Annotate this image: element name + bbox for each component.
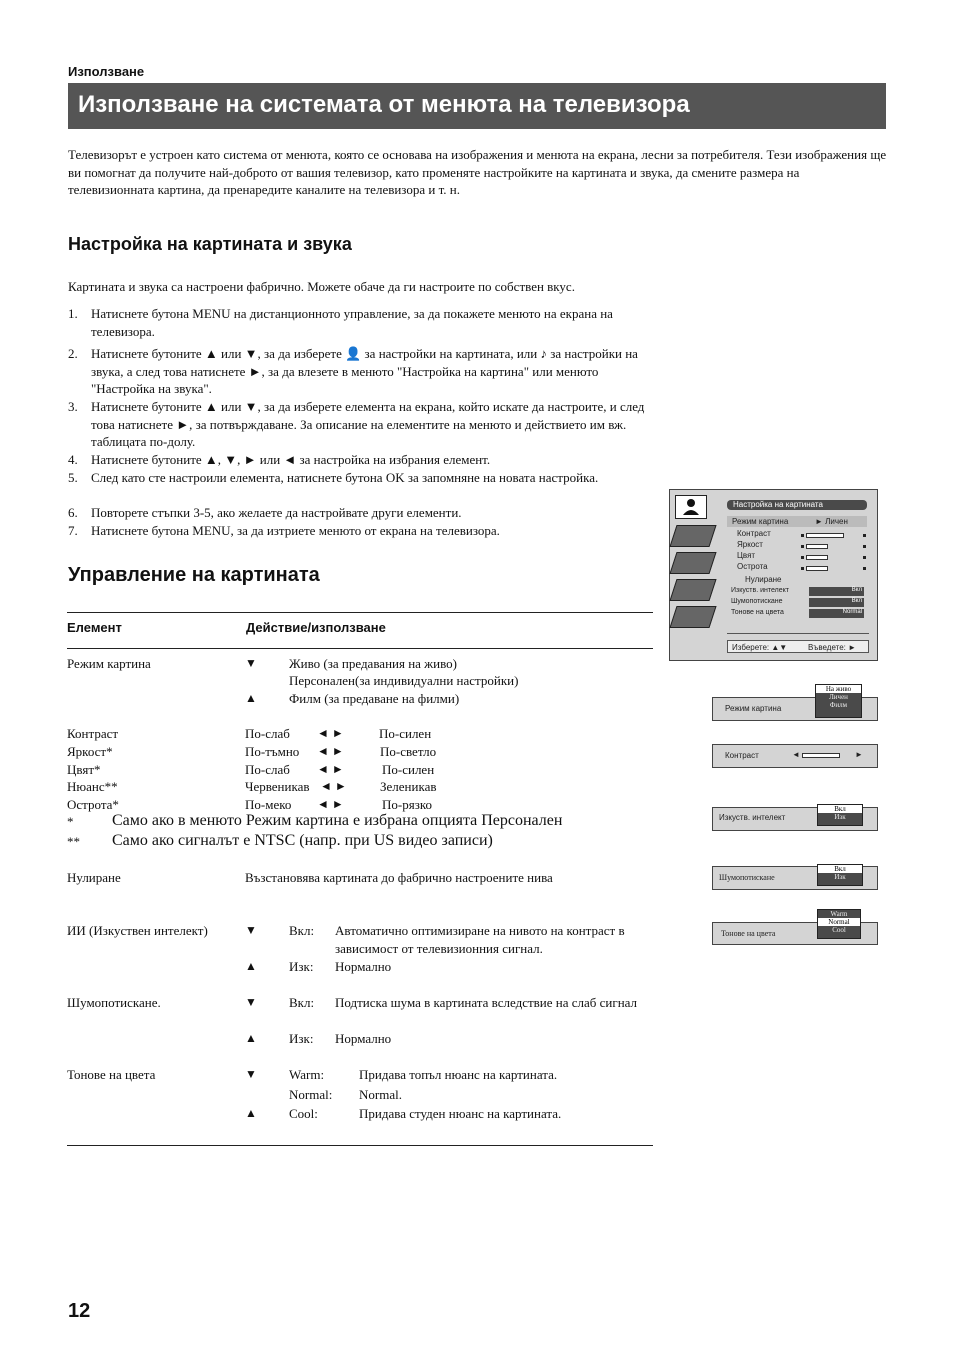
osd-hint-bar xyxy=(727,640,869,653)
step-item xyxy=(68,398,653,451)
osd-option: Warm xyxy=(830,910,848,918)
nr-off-label: Изк: xyxy=(289,1031,314,1046)
osd-ai-value: Вкл xyxy=(809,587,864,596)
adjust-max-text: По-силен xyxy=(382,762,435,777)
mode-option-film: Филм (за предаване на филми) xyxy=(289,691,460,706)
left-right-arrows-icon: ◄ ► xyxy=(317,762,344,776)
osd-item: Острота xyxy=(737,562,768,571)
ai-off-description: Нормално xyxy=(335,959,392,974)
page-number: 12 xyxy=(68,1300,91,1322)
osd-contrast-slider xyxy=(802,753,840,758)
tone-warm-label: Warm: xyxy=(289,1067,325,1082)
row-label-noise-reduction: Шумопотискане. xyxy=(67,995,161,1010)
osd-ai-label: Изкуств. интелект xyxy=(731,587,790,594)
adjust-min-text: По-тъмно xyxy=(245,744,300,759)
step-text: Натиснете бутона MENU, за да изтриете менюто от екрана на телевизора. xyxy=(91,523,500,538)
mode-option-live: Живо (за предавания на живо) xyxy=(289,656,458,671)
osd-menu-title: Настройка на картината xyxy=(727,500,867,510)
row-label-hue: Нюанс** xyxy=(67,779,118,794)
footnote-mark: * xyxy=(67,814,74,829)
section-label: Използване xyxy=(68,64,145,79)
table-top-rule xyxy=(67,612,653,613)
tone-normal-description: Normal. xyxy=(359,1087,402,1102)
row-label-picture-mode: Режим картина xyxy=(67,656,151,671)
row-label-brightness: Яркост* xyxy=(67,744,113,759)
tone-warm-description: Придава топъл нюанс на картината. xyxy=(359,1067,558,1082)
preset-icon xyxy=(669,606,716,628)
mode-option-personal: Персонален(за индивидуални настройки) xyxy=(289,673,519,688)
section-heading-picture-sound: Настройка на картината и звука xyxy=(68,234,352,254)
osd-option: Изк xyxy=(834,873,846,881)
step-item xyxy=(68,305,653,340)
up-arrow-icon: ▲ xyxy=(245,959,257,973)
step-number: 5. xyxy=(68,470,78,485)
osd-slider xyxy=(806,566,828,571)
setup-icon xyxy=(669,579,716,601)
osd-option-selected: Normal xyxy=(818,918,860,926)
step-text: Повторете стъпки 3-5, ако желаете да настройвате други елементи. xyxy=(91,505,462,520)
row-label-color-tone: Тонове на цвета xyxy=(67,1067,156,1082)
up-arrow-icon: ▲ xyxy=(245,1106,257,1120)
osd-nr-popup xyxy=(817,864,863,886)
osd-contrast-bar xyxy=(712,744,878,768)
step-item xyxy=(68,522,653,540)
ai-on-description: Автоматично оптимизиране на нивото на контраст в зависимост от телевизионния сигнал. xyxy=(335,923,625,956)
step-number: 6. xyxy=(68,505,78,520)
adjust-min-text: По-слаб xyxy=(245,726,290,741)
osd-item: Цвят xyxy=(737,551,756,560)
osd-divider xyxy=(727,633,869,634)
osd-option: Изк xyxy=(834,813,846,821)
osd-mode-popup xyxy=(815,684,862,718)
adjust-max-text: По-светло xyxy=(380,744,437,759)
step-number: 4. xyxy=(68,452,78,467)
osd-bar-label: Шумопотискане xyxy=(719,873,775,882)
nr-off-description: Нормално xyxy=(335,1031,392,1046)
left-right-arrows-icon: ◄ ► xyxy=(317,744,344,758)
down-arrow-icon: ▼ xyxy=(245,656,257,670)
up-arrow-icon: ▲ xyxy=(245,691,257,705)
tone-normal-label: Normal: xyxy=(289,1087,333,1102)
intro-paragraph: Телевизорът е устроен като система от менюта, която се основава на изображения и менюта на екрана, лесни за потребителя. Тези изображения ще ви помогнат да получите най-доброто от вашия телевизор, като променяте настройките на картината и звука, да смените размера на телевизионната картина, да пренаредите каналите на телевизора и т. н. xyxy=(68,147,887,197)
osd-nr-value: Вкл xyxy=(809,598,864,607)
osd-dot xyxy=(863,567,866,570)
step-item xyxy=(68,504,653,522)
left-arrow-icon: ◄ xyxy=(792,750,800,759)
down-arrow-icon: ▼ xyxy=(245,995,257,1009)
osd-hint-select: Изберете: ▲▼ xyxy=(732,643,788,652)
osd-option: Cool xyxy=(832,926,846,934)
adjust-min-text: Червеникав xyxy=(245,779,310,794)
osd-item: Яркост xyxy=(737,540,763,549)
footnote-text: Само ако сигналът е NTSC (напр. при US видео записи) xyxy=(112,832,493,849)
osd-hint-enter: Въведете: ► xyxy=(808,643,857,652)
osd-bar-label: Изкуств. интелект xyxy=(719,813,786,822)
lead-paragraph: Картината и звука са настроени фабрично. Можете обаче да ги настроите по собствен вкус. xyxy=(68,279,575,294)
osd-tone-label: Тонове на цвета xyxy=(731,609,784,616)
row-label-ai: ИИ (Изкуствен интелект) xyxy=(67,923,208,938)
page-title-bar xyxy=(68,83,886,129)
step-number: 1. xyxy=(68,306,78,321)
sound-note-icon xyxy=(669,525,716,547)
step-number: 3. xyxy=(68,399,78,414)
step-text: След като сте настроили елемента, натиснете бутона OK за запомняне на новата настройка. xyxy=(91,470,599,485)
table-header-rule xyxy=(67,648,653,649)
osd-dot xyxy=(801,534,804,537)
picture-person-icon xyxy=(675,495,707,519)
ai-on-label: Вкл: xyxy=(289,923,315,938)
feature-icon xyxy=(669,552,716,574)
osd-option: Личен xyxy=(829,693,848,701)
step-text: Натиснете бутоните ▲, ▼, ► или ◄ за настройка на избрания елемент. xyxy=(91,452,491,467)
step-number: 7. xyxy=(68,523,78,538)
osd-dot xyxy=(801,567,804,570)
step-item xyxy=(68,345,653,398)
osd-tone-value: Normal xyxy=(809,609,864,618)
osd-ai-popup xyxy=(817,804,863,826)
row-label-contrast: Контраст xyxy=(67,726,119,741)
osd-dot xyxy=(801,545,804,548)
tone-cool-label: Cool: xyxy=(289,1106,318,1121)
osd-nr-label: Шумопотискане xyxy=(731,598,783,605)
down-arrow-icon: ▼ xyxy=(245,923,257,937)
osd-bar-label: Режим картина xyxy=(725,704,782,713)
step-item xyxy=(68,469,653,487)
osd-option: Филм xyxy=(829,701,848,709)
osd-item: Контраст xyxy=(737,529,771,538)
step-item xyxy=(68,451,653,469)
left-right-arrows-icon: ◄ ► xyxy=(320,779,347,793)
osd-option-selected: Вкл xyxy=(818,865,862,873)
osd-row-picture-mode xyxy=(727,516,867,527)
step-text: Натиснете бутона MENU на дистанционното управление, за да покажете менюто на екрана на телевизора. xyxy=(91,306,613,339)
step-text: Натиснете бутоните ▲ или ▼, за да изберете елемента на екрана, който искате да настроите, и след това натиснете ►, за потвърждаване. За описание на елементите на менюто и действието им вж. таблицата по-долу. xyxy=(91,399,645,449)
osd-slider xyxy=(806,544,828,549)
osd-slider xyxy=(806,533,844,538)
osd-bar-label: Тонове на цвета xyxy=(721,929,776,938)
adjust-max-text: По-рязко xyxy=(382,797,432,812)
osd-option-selected: На живо xyxy=(816,685,861,693)
step-number: 2. xyxy=(68,346,78,361)
column-header-element: Елемент xyxy=(67,620,122,635)
ai-off-label: Изк: xyxy=(289,959,314,974)
osd-tone-popup xyxy=(817,909,861,939)
osd-reset: Нулиране xyxy=(745,575,782,584)
adjust-min-text: По-меко xyxy=(245,797,292,812)
osd-option-selected: Вкл xyxy=(818,805,862,813)
adjust-min-text: По-слаб xyxy=(245,762,290,777)
row-label-sharpness: Острота* xyxy=(67,797,119,812)
adjust-max-text: По-силен xyxy=(379,726,432,741)
reset-description: Възстановява картината до фабрично настроените нива xyxy=(245,870,553,885)
footnote-mark: ** xyxy=(67,834,80,849)
left-right-arrows-icon: ◄ ► xyxy=(317,726,344,740)
nr-on-description: Подтиска шума в картината вследствие на слаб сигнал xyxy=(335,995,638,1010)
section-heading-picture-control: Управление на картината xyxy=(68,564,320,586)
osd-bar-label: Контраст xyxy=(725,751,759,760)
osd-dot xyxy=(863,556,866,559)
up-arrow-icon: ▲ xyxy=(245,1031,257,1045)
osd-mode-label: Режим картина xyxy=(732,517,789,526)
osd-dot xyxy=(863,534,866,537)
footnote-text: Само ако в менюто Режим картина е избрана опцията Персонален xyxy=(112,812,563,829)
osd-mode-value: ► Личен xyxy=(815,517,848,526)
column-header-action: Действие/използване xyxy=(246,620,386,635)
osd-dot xyxy=(801,556,804,559)
tone-cool-description: Придава студен нюанс на картината. xyxy=(359,1106,562,1121)
row-label-reset: Нулиране xyxy=(67,870,121,885)
left-right-arrows-icon: ◄ ► xyxy=(317,797,344,811)
right-arrow-icon: ► xyxy=(855,750,863,759)
osd-slider xyxy=(806,555,828,560)
adjust-max-text: Зеленикав xyxy=(380,779,437,794)
step-text: Натиснете бутоните ▲ или ▼, за да изберете 👤 за настройки на картината, или ♪ за настройки на звука, а след това натиснете ►, за да влезете в менюто "Настройка на картина" или менюто "Настройка на звука". xyxy=(91,346,638,396)
osd-dot xyxy=(863,545,866,548)
row-label-color: Цвят* xyxy=(67,762,101,777)
down-arrow-icon: ▼ xyxy=(245,1067,257,1081)
nr-on-label: Вкл: xyxy=(289,995,315,1010)
table-bottom-rule xyxy=(67,1145,653,1146)
osd-picture-menu xyxy=(669,489,878,661)
page-title: Използване на системата от менюта на телевизора xyxy=(78,91,690,118)
